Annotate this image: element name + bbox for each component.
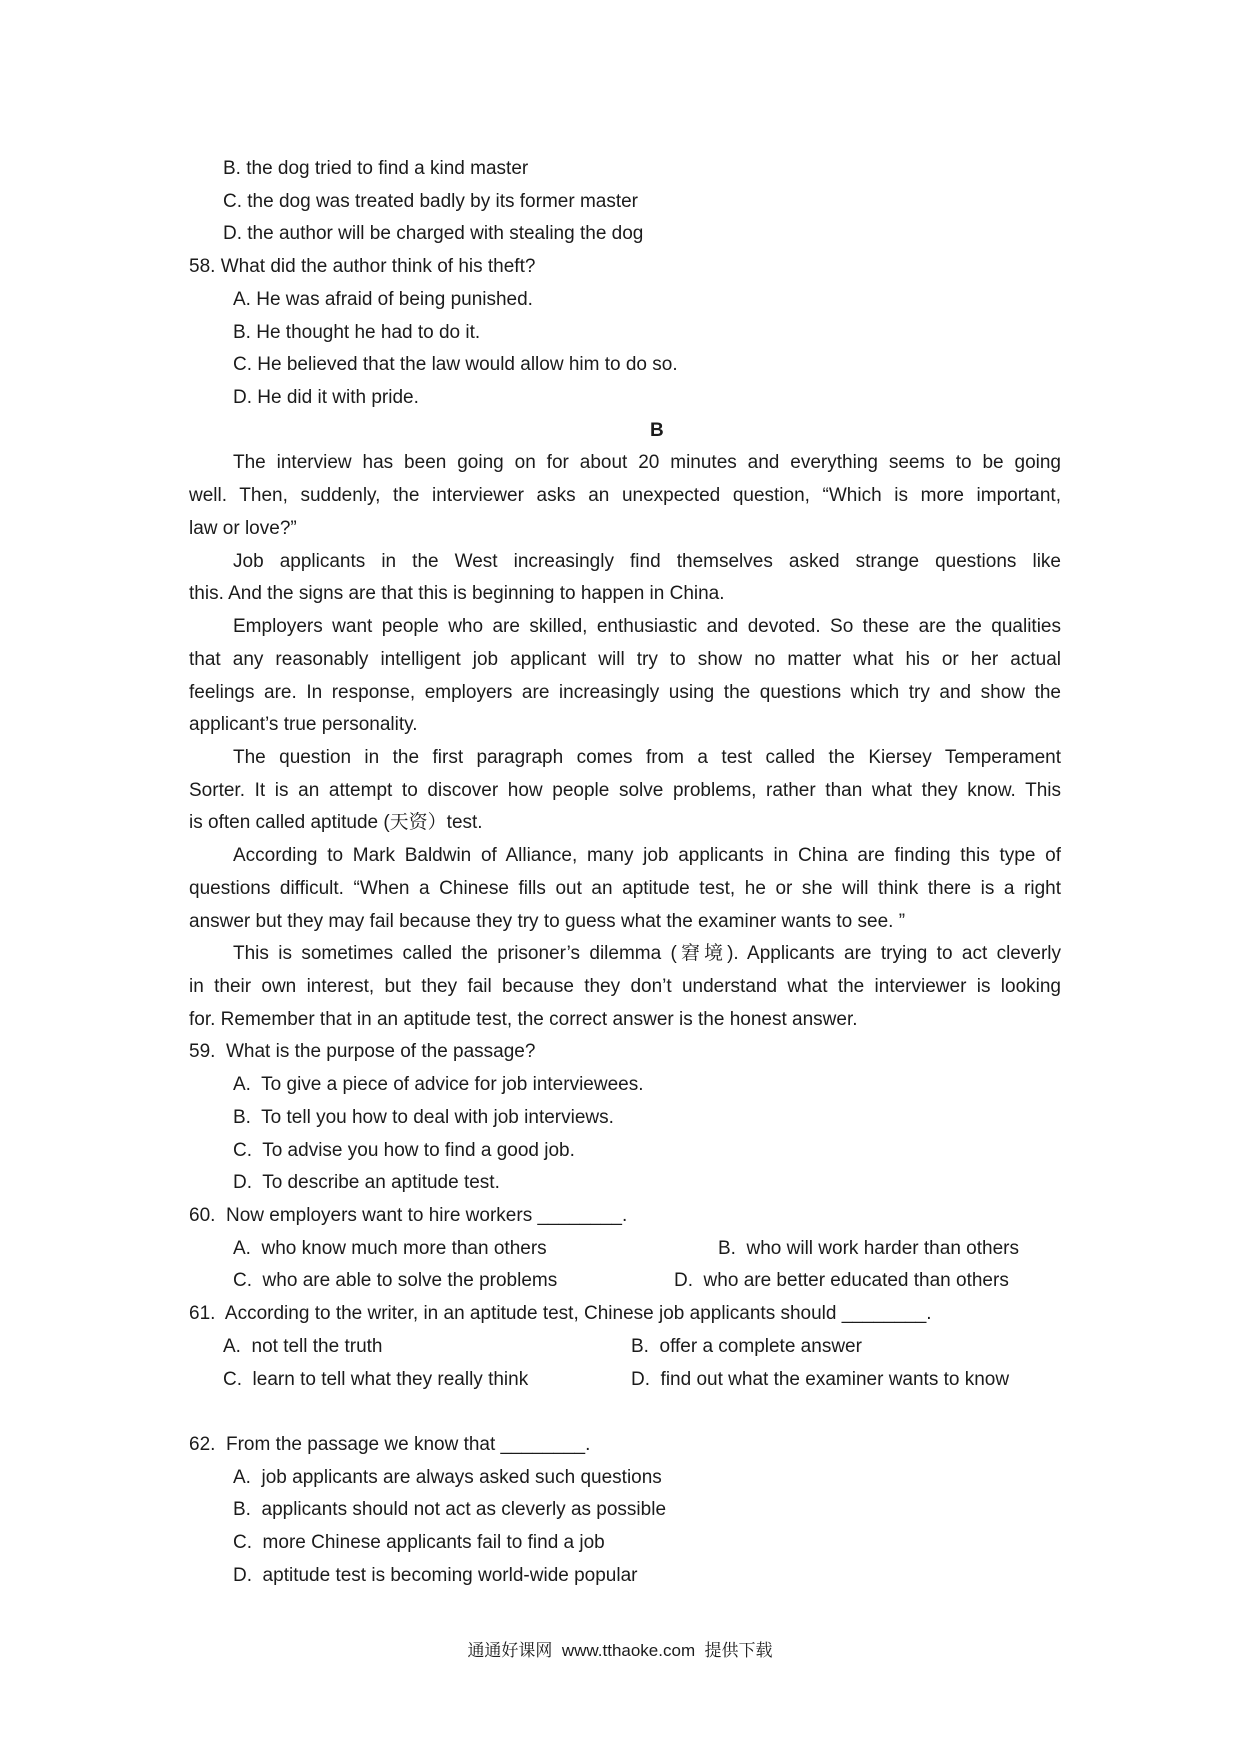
q60-option-b: B. who will work harder than others — [718, 1237, 1019, 1259]
passage-line: The question in the first paragraph comes from a test called the Kiersey Temperament — [233, 746, 1061, 768]
q59-option-b: B. To tell you how to deal with job interviews. — [233, 1106, 614, 1128]
q59-option-c: C. To advise you how to find a good job. — [233, 1139, 575, 1161]
q58-option-b: B. He thought he had to do it. — [233, 321, 481, 343]
q62-option-a: A. job applicants are always asked such questions — [233, 1466, 662, 1488]
passage-line: well. Then, suddenly, the interviewer asks an unexpected question, “Which is more important, — [189, 485, 1061, 507]
q59-option-d: D. To describe an aptitude test. — [233, 1172, 500, 1194]
passage-paragraph-2 — [0, 546, 1240, 611]
page-content — [0, 153, 1240, 1593]
passage-line: Job applicants in the West increasingly find themselves asked strange questions like — [233, 550, 1061, 572]
q61-option-c: C. learn to tell what they really think — [223, 1368, 529, 1390]
passage-line: Sorter. It is an attempt to discover how people solve problems, rather than what they know. This — [189, 779, 1061, 801]
q60-options-row-2 — [0, 1265, 1240, 1298]
q60-option-d: D. who are better educated than others — [674, 1270, 1009, 1292]
question-60-stem: 60. Now employers want to hire workers ________. — [189, 1205, 628, 1226]
passage-line: The interview has been going on for about 20 minutes and everything seems to be going — [233, 452, 1061, 474]
q62-option-d: D. aptitude test is becoming world-wide popular — [233, 1564, 638, 1586]
passage-line: this. And the signs are that this is beginning to happen in China. — [189, 583, 725, 605]
passage-line: law or love?” — [189, 517, 297, 539]
passage-line: This is sometimes called the prisoner’s dilemma (窘境). Applicants are trying to act cleverly — [233, 943, 1061, 965]
page-footer: 通通好课网 www.tthaoke.com 提供下载 — [467, 1641, 773, 1660]
blank-line — [0, 1396, 1240, 1429]
q59-option-a: A. To give a piece of advice for job interviewees. — [233, 1074, 644, 1096]
q60-options-row-1 — [0, 1233, 1240, 1266]
q57-option-c: C. the dog was treated badly by its former master — [223, 190, 639, 212]
q61-option-d: D. find out what the examiner wants to know — [631, 1368, 1010, 1390]
q61-options-row-2 — [0, 1364, 1240, 1397]
passage-line: answer but they may fail because they try to guess what the examiner wants to see. ” — [189, 910, 906, 932]
passage-paragraph-4 — [0, 742, 1240, 840]
q61-options-row-1 — [0, 1331, 1240, 1364]
q57-option-b: B. the dog tried to find a kind master — [223, 158, 529, 179]
passage-paragraph-3 — [0, 611, 1240, 742]
passage-line: for. Remember that in an aptitude test, the correct answer is the honest answer. — [189, 1008, 858, 1030]
q62-option-c: C. more Chinese applicants fail to find a job — [233, 1532, 605, 1554]
question-62-stem: 62. From the passage we know that ________. — [189, 1434, 591, 1456]
question-59-stem: 59. What is the purpose of the passage? — [189, 1041, 536, 1063]
passage-line: questions difficult. “When a Chinese fills out an aptitude test, he or she will think there is a right — [189, 877, 1061, 899]
q61-option-b: B. offer a complete answer — [631, 1335, 862, 1357]
passage-line: is often called aptitude (天资）test. — [189, 812, 483, 834]
q58-option-d: D. He did it with pride. — [233, 387, 419, 409]
q58-option-c: C. He believed that the law would allow him to do so. — [233, 354, 678, 376]
passage-paragraph-6 — [0, 938, 1240, 1036]
passage-paragraph-5 — [0, 840, 1240, 938]
q62-option-b: B. applicants should not act as cleverly as possible — [233, 1499, 667, 1521]
passage-line: in their own interest, but they fail because they don’t understand what the interviewer is looking — [189, 975, 1061, 997]
question-61-stem: 61. According to the writer, in an aptitude test, Chinese job applicants should ________. — [189, 1303, 932, 1325]
q57-option-d: D. the author will be charged with stealing the dog — [223, 223, 644, 245]
section-heading: B — [650, 419, 664, 441]
passage-line: feelings are. In response, employers are increasingly using the questions which try and show the — [189, 681, 1061, 703]
q60-option-a: A. who know much more than others — [233, 1237, 547, 1259]
passage-line: According to Mark Baldwin of Alliance, many job applicants in China are finding this type of — [233, 845, 1061, 867]
question-58-stem: 58. What did the author think of his theft? — [189, 256, 536, 278]
passage-line: Employers want people who are skilled, enthusiastic and devoted. So these are the qualities — [233, 616, 1061, 638]
passage-line: that any reasonably intelligent job applicant will try to show no matter what his or her actual — [189, 648, 1061, 670]
q58-option-a: A. He was afraid of being punished. — [233, 288, 533, 310]
q61-option-a: A. not tell the truth — [223, 1335, 383, 1357]
passage-paragraph-1 — [0, 447, 1240, 545]
q60-option-c: C. who are able to solve the problems — [233, 1270, 558, 1292]
passage-line: applicant’s true personality. — [189, 714, 418, 736]
